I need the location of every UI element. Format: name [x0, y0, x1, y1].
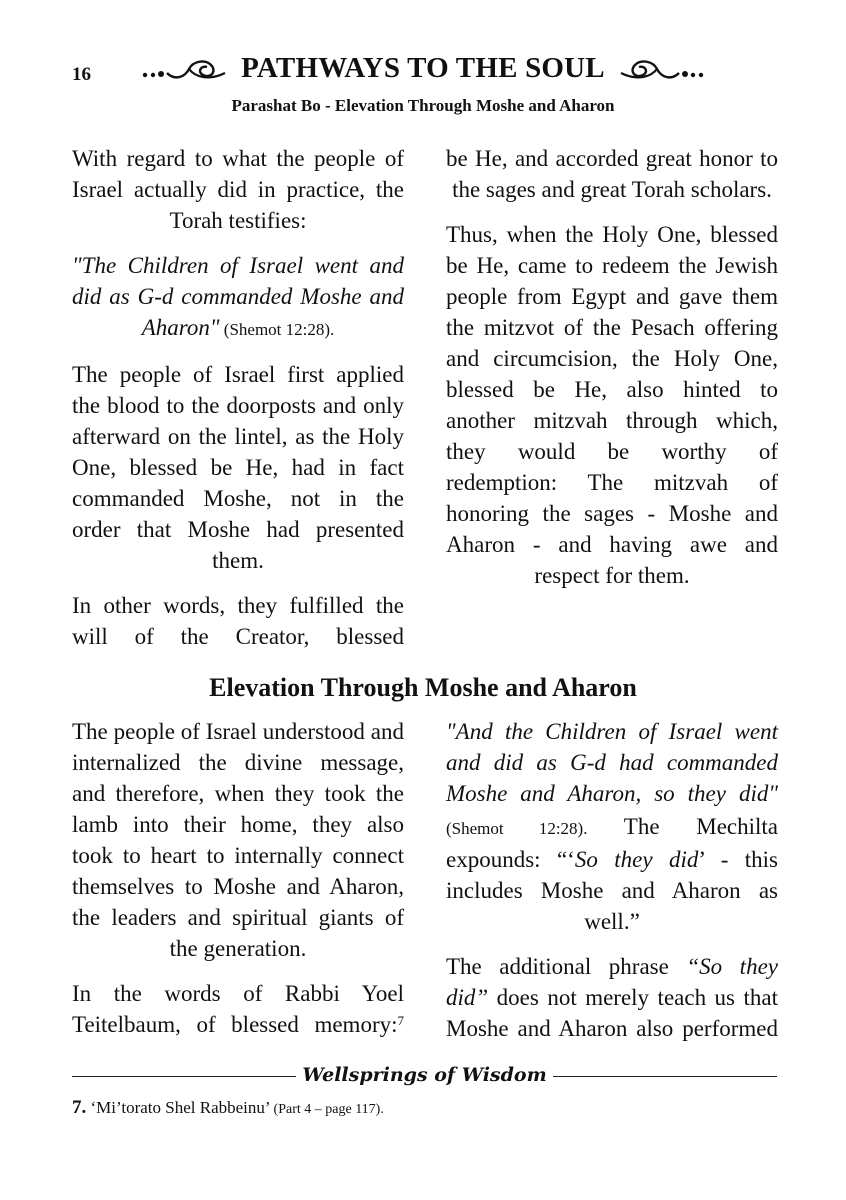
paragraph-text: The Mechilta expounds: “‘ — [446, 814, 778, 872]
quote-text: "And the Children of Israel went and did as G-d had commanded Moshe and Aharon, so they did" — [446, 719, 778, 806]
paragraph: In other words, they fulfilled the will of the Creator, blessed — [72, 593, 404, 649]
running-title-text: PATHWAYS TO THE SOUL — [241, 52, 605, 84]
paragraph: be He, and accorded great honor to the sages and great Torah scholars. — [446, 146, 778, 202]
column-top-left — [72, 143, 404, 652]
paragraph-quote — [72, 250, 404, 345]
paragraph — [72, 978, 404, 1040]
left-flourish-icon — [139, 55, 229, 83]
column-bottom-left — [72, 716, 404, 1040]
paragraph-text: In the words of Rabbi Yoel Teitelbaum, of blessed memory: — [72, 981, 404, 1037]
paragraph: With regard to what the people of Israel actually did in practice, the Torah testifies: — [72, 146, 404, 233]
running-title — [0, 52, 846, 85]
footnote-number: 7. — [72, 1097, 87, 1118]
paragraph-text: The additional phrase — [446, 954, 687, 979]
paragraph: The people of Israel first applied the blood to the doorposts and only afterward on the lintel, as the Holy One, blessed be He, had in fact commanded Moshe, not in the order that Moshe had presented them. — [72, 362, 404, 573]
italic-text: So they did — [574, 847, 699, 872]
quote-source: (Shemot 12:28). — [446, 819, 588, 838]
paragraph — [446, 951, 778, 1044]
paragraph-text: does not merely teach us that Moshe and Aharon also performed — [446, 985, 778, 1041]
paragraph: Thus, when the Holy One, blessed be He, came to redeem the Jewish people from Egypt and gave them the mitzvot of the Pesach offering and circumcision, the Holy One, blessed be He, also hinted to another mitzvah through which, they would be worthy of redemption: The mitzvah of honoring the sages - Moshe and Aharon - and having awe and respect for them. — [446, 222, 778, 588]
page-header — [0, 52, 846, 92]
footer-label-text: Wellsprings of Wisdom — [296, 1064, 552, 1086]
quote-text: "The Children of Israel went and did as G-d commanded Moshe and Aharon" — [72, 253, 404, 340]
footnote — [72, 1097, 384, 1119]
right-flourish-icon — [617, 55, 707, 83]
italic-text: “So they did” — [446, 954, 778, 1010]
page-number: 16 — [72, 64, 91, 85]
paragraph-text: ’ - this includes Moshe and Aharon as well.” — [446, 847, 778, 934]
paragraph-quote — [446, 716, 778, 937]
footnote-text: ‘Mi’torato Shel Rabbeinu’ — [86, 1098, 274, 1117]
column-bottom-right — [446, 716, 778, 1044]
quote-source: (Shemot 12:28). — [219, 320, 335, 339]
footer-label — [72, 1064, 777, 1086]
chapter-subtitle: Parashat Bo - Elevation Through Moshe and Aharon — [231, 96, 615, 115]
section-heading: Elevation Through Moshe and Aharon — [209, 673, 637, 702]
footer-divider — [72, 1064, 777, 1088]
footnote-reference[interactable]: 7 — [397, 1013, 404, 1028]
column-top-right — [446, 143, 778, 605]
footnote-page-ref: (Part 4 – page 117). — [273, 1102, 384, 1117]
paragraph: The people of Israel understood and internalized the divine message, and therefore, when they took the lamb into their home, they also took to heart to internally connect themselves to Moshe and Aharon, the leaders and spiritual giants of the generation. — [72, 719, 404, 961]
